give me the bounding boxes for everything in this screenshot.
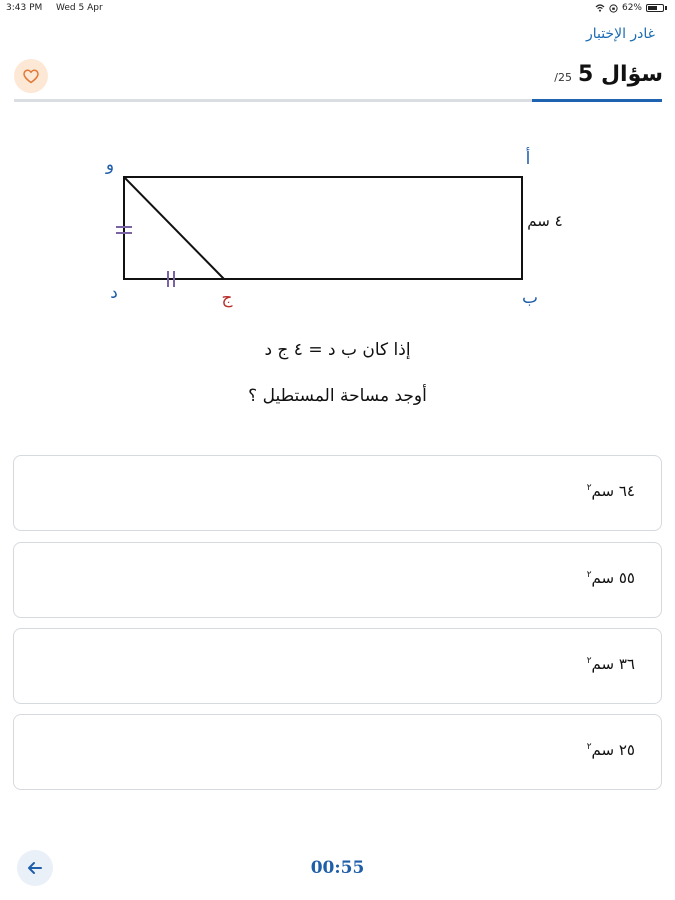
vertex-label-bottom-left: د: [110, 283, 118, 303]
answer-option-2[interactable]: [13, 542, 662, 618]
answer-unit: سم: [591, 655, 615, 673]
answer-power: ٢: [586, 742, 592, 752]
question-count: /25: [554, 71, 572, 84]
answer-text: [587, 655, 635, 673]
diagonal-segment: [124, 177, 224, 279]
answer-option-4[interactable]: [13, 714, 662, 790]
answer-option-3[interactable]: [13, 628, 662, 704]
orientation-lock-icon: [609, 4, 618, 13]
question-prompt: أوجد مساحة المستطيل ؟: [248, 386, 427, 406]
side-length-label: ٤ سم: [527, 212, 563, 230]
answer-option-1[interactable]: [13, 455, 662, 531]
timer: 00:55: [310, 858, 365, 878]
progress-fill: [532, 99, 662, 102]
answer-value: ٢٥: [618, 741, 635, 759]
answer-value: ٥٥: [618, 569, 635, 587]
question-title: سؤال 5: [577, 62, 663, 87]
status-date: Wed 5 Apr: [56, 3, 103, 13]
wifi-icon: [595, 4, 605, 12]
progress-bar: [14, 99, 662, 102]
answer-unit: سم: [591, 741, 615, 759]
answer-unit: سم: [591, 482, 615, 500]
status-bar: [0, 0, 675, 16]
answer-value: ٦٤: [618, 482, 635, 500]
rectangle-diagram: [90, 140, 580, 310]
status-time: 3:43 PM: [6, 3, 43, 13]
answer-text: [587, 741, 635, 759]
battery-tip: [665, 6, 667, 10]
battery-icon: [646, 4, 664, 12]
answer-unit: سم: [591, 569, 615, 587]
answer-text: [587, 482, 635, 500]
vertex-label-top-left: و: [105, 155, 115, 175]
quit-exam-link[interactable]: غادر الإختبار: [585, 26, 655, 42]
heart-icon: [23, 69, 39, 84]
vertex-label-top-right: أ: [525, 149, 531, 169]
battery-percentage: 62%: [621, 3, 642, 13]
answer-power: ٢: [586, 483, 592, 493]
vertex-label-bottom-mid: ج: [221, 288, 233, 308]
answer-power: ٢: [586, 570, 592, 580]
rectangle-shape: [124, 177, 522, 279]
answer-power: ٢: [586, 656, 592, 666]
vertex-label-bottom-right: ب: [521, 288, 539, 308]
answer-value: ٣٦: [618, 655, 635, 673]
favorite-button[interactable]: [14, 59, 48, 93]
question-header: [554, 62, 663, 87]
question-condition: إذا كان ب د = ٤ ج د: [264, 340, 411, 360]
answer-text: [587, 569, 635, 587]
status-indicators: [595, 3, 667, 13]
